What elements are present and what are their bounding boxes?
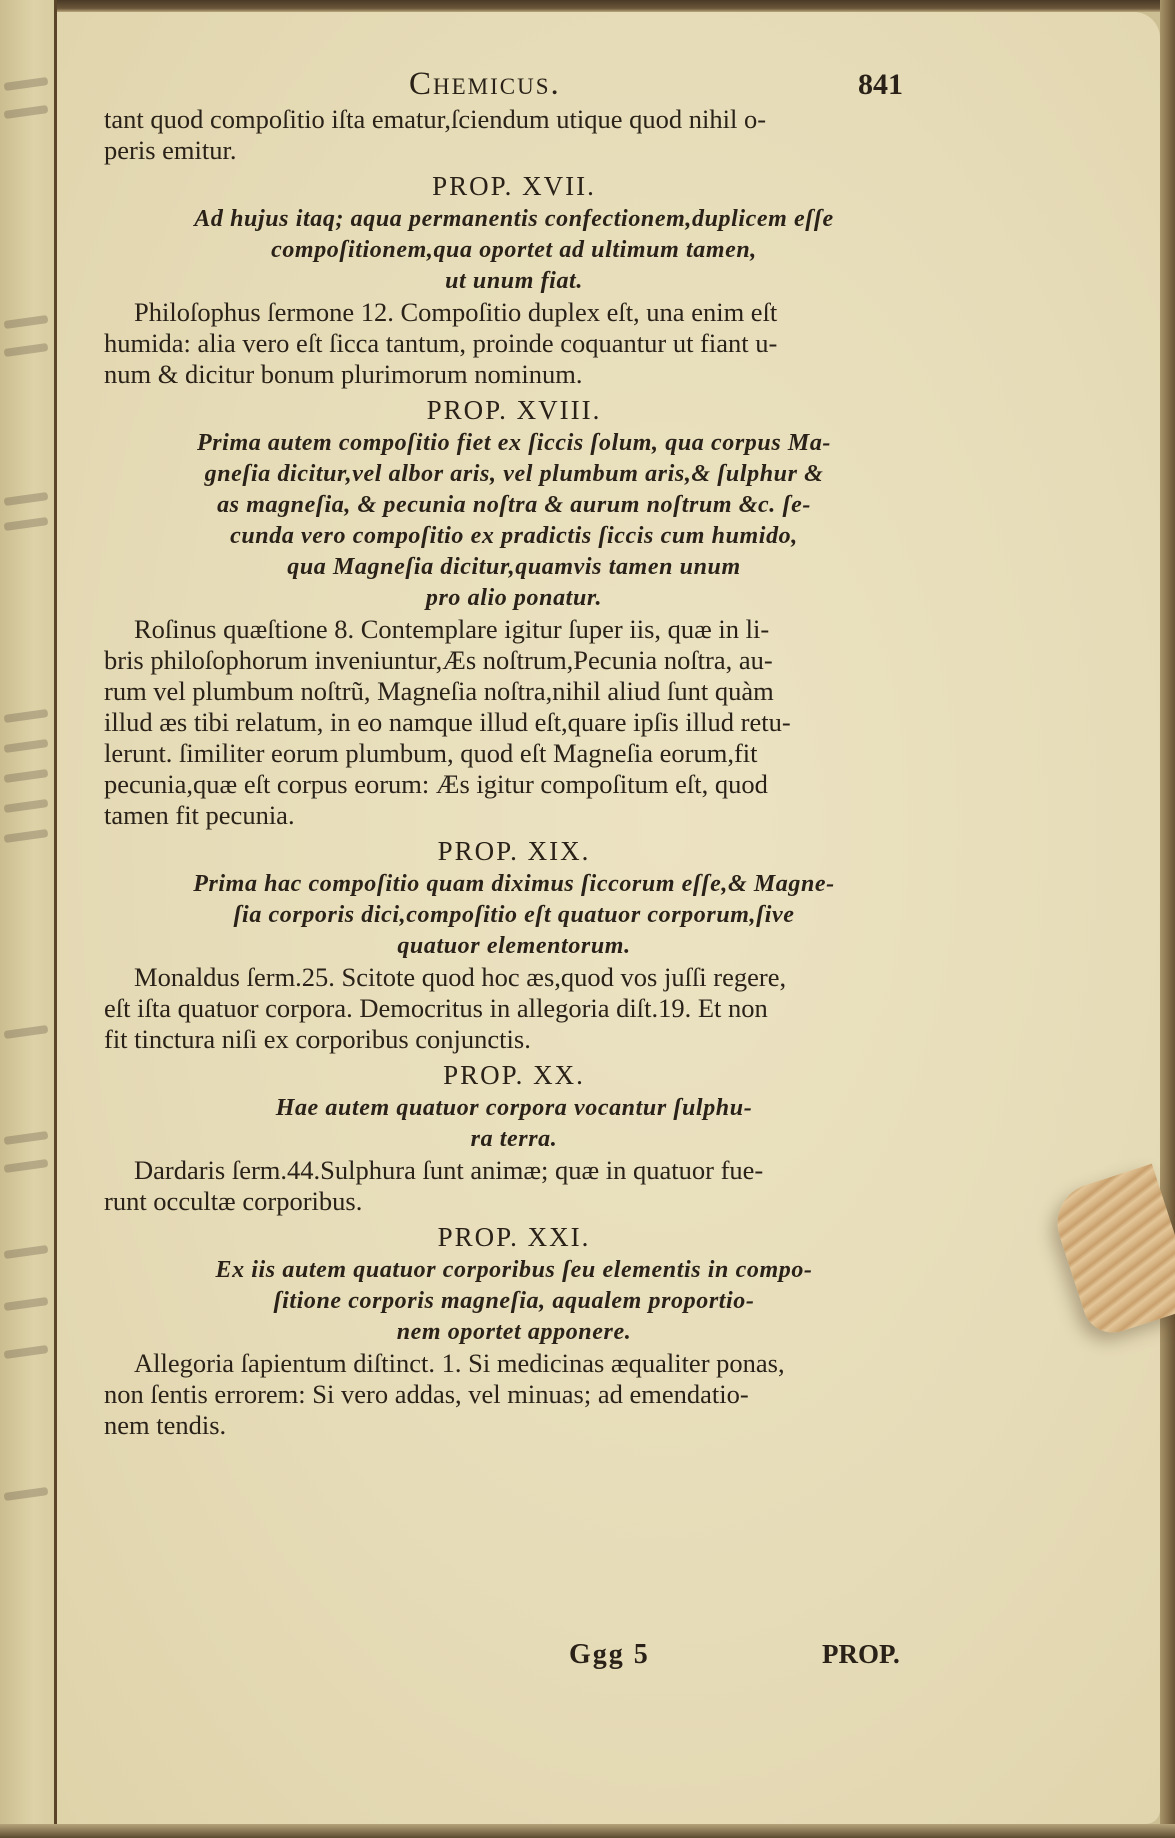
page-number: 841 [858, 68, 903, 101]
text-line: as magneſia, & pecunia noſtra & aurum noſtrum &c. ſe- [217, 492, 811, 518]
prop-statement [104, 428, 924, 614]
prop-commentary [104, 962, 924, 1055]
bottom-edge [0, 1824, 1175, 1838]
text-line: nem tendis. [104, 1410, 227, 1440]
bleed-through-mark [4, 77, 49, 91]
text-line: num & dicitur bonum plurimorum nominum. [104, 359, 583, 389]
bleed-through-mark [4, 1245, 49, 1259]
catchword: PROP. [822, 1639, 900, 1669]
text-line: lerunt. ſimiliter eorum plumbum, quod eſt Magneſia eorum,fit [104, 738, 758, 768]
text-line: ſitione corporis magneſia, aqualem proportio- [273, 1288, 755, 1314]
text-line: nem oportet apponere. [396, 1319, 632, 1345]
text-line: Prima hac compoſitio quam diximus ſiccorum eſſe,& Magne- [193, 871, 835, 897]
bleed-through-mark [4, 709, 49, 723]
text-line: qua Magneſia dicitur,quamvis tamen unum [287, 554, 741, 580]
text-line: fit tinctura niſi ex corporibus conjunctis. [104, 1024, 531, 1054]
bleed-through-mark [4, 105, 49, 119]
prop-commentary [104, 614, 924, 831]
right-edge [1160, 0, 1175, 1838]
facing-page-edge [0, 0, 56, 1838]
text-line: peris emitur. [104, 135, 237, 165]
text-line: pecunia,quæ eſt corpus eorum: Æs igitur compoſitum eſt, quod [104, 769, 768, 799]
page-footer [104, 1635, 924, 1675]
signature-mark: Ggg 5 [569, 1639, 650, 1670]
top-edge [57, 0, 1175, 12]
text-line: runt occultæ corporibus. [104, 1186, 363, 1216]
prop-statement [104, 869, 924, 962]
text-line: Allegoria ſapientum diſtinct. 1. Si medicinas æqualiter ponas, [134, 1348, 785, 1378]
text-line: tamen fit pecunia. [104, 800, 295, 830]
text-line: Dardaris ſerm.44.Sulphura ſunt animæ; quæ in quatuor fue- [134, 1155, 764, 1185]
bleed-through-mark [4, 1297, 49, 1311]
text-line: compoſitionem,qua oportet ad ultimum tamen, [271, 237, 757, 263]
text-line: tant quod compoſitio iſta ematur,ſciendum utique quod nihil o- [104, 104, 767, 134]
prop-statement [104, 1255, 924, 1348]
bleed-through-mark [4, 1345, 49, 1359]
bleed-through-mark [4, 769, 49, 783]
text-line: non ſentis errorem: Si vero addas, vel minuas; ad emendatio- [104, 1379, 749, 1409]
text-line: Philoſophus ſermone 12. Compoſitio duplex eſt, una enim eſt [134, 297, 778, 327]
bleed-through-mark [4, 343, 49, 357]
prop-statement [104, 1093, 924, 1155]
prop-commentary [104, 297, 924, 390]
continuation-paragraph [104, 104, 924, 166]
bleed-through-mark [4, 739, 49, 753]
text-line: Monaldus ſerm.25. Scitote quod hoc æs,quod vos juſſi regere, [134, 962, 787, 992]
text-line: humida: alia vero eſt ſicca tantum, proinde coquantur ut fiant u- [104, 328, 778, 358]
text-line: rum vel plumbum noſtrũ, Magneſia noſtra,nihil aliud ſunt quàm [104, 676, 774, 706]
bleed-through-mark [4, 1487, 49, 1501]
text-line: illud æs tibi relatum, in eo namque illud eſt,quare ipſis illud retu- [104, 707, 791, 737]
bleed-through-mark [4, 1159, 49, 1173]
text-line: eſt iſta quatuor corpora. Democritus in allegoria diſt.19. Et non [104, 993, 768, 1023]
text-line: ra terra. [470, 1126, 558, 1152]
prop-statement [104, 204, 924, 297]
running-title: Chemicus. [409, 66, 561, 102]
text-line: Prima autem compoſitio fiet ex ſiccis ſolum, qua corpus Ma- [196, 430, 832, 456]
page-text [104, 60, 924, 1441]
text-line: Roſinus quæſtione 8. Contemplare igitur ſuper iis, quæ in li- [134, 614, 770, 644]
bleed-through-mark [4, 492, 49, 506]
prop-commentary [104, 1155, 924, 1217]
text-line: gneſia dicitur,vel albor aris, vel plumbum aris,& ſulphur & [204, 461, 824, 487]
text-line: quatuor elementorum. [397, 933, 631, 959]
prop-heading: PROP. XVIII. [426, 395, 602, 425]
bleed-through-mark [4, 315, 49, 329]
bleed-through-mark [4, 517, 49, 531]
text-line: Hae autem quatuor corpora vocantur ſulphu- [275, 1095, 753, 1121]
bleed-through-mark [4, 799, 49, 813]
bleed-through-mark [4, 829, 49, 843]
text-line: cunda vero compoſitio ex pradictis ſiccis cum humido, [230, 523, 798, 549]
prop-heading: PROP. XIX. [437, 836, 591, 866]
text-line: Ex iis autem quatuor corporibus ſeu elementis in compo- [215, 1257, 813, 1283]
bleed-through-mark [4, 1131, 49, 1145]
prop-commentary [104, 1348, 924, 1441]
text-line: bris philoſophorum inveniuntur,Æs noſtrum,Pecunia noſtra, au- [104, 645, 773, 675]
prop-heading: PROP. XX. [443, 1060, 585, 1090]
prop-heading: PROP. XXI. [437, 1222, 591, 1252]
running-head [104, 60, 924, 104]
text-line: Ad hujus itaq; aqua permanentis confectionem,duplicem eſſe [194, 206, 834, 232]
text-line: pro alio ponatur. [425, 585, 603, 611]
text-line: ſia corporis dici,compoſitio eſt quatuor corporum,ſive [233, 902, 795, 928]
prop-heading: PROP. XVII. [432, 171, 596, 201]
text-line: ut unum fiat. [445, 268, 583, 294]
bleed-through-mark [4, 1025, 49, 1039]
